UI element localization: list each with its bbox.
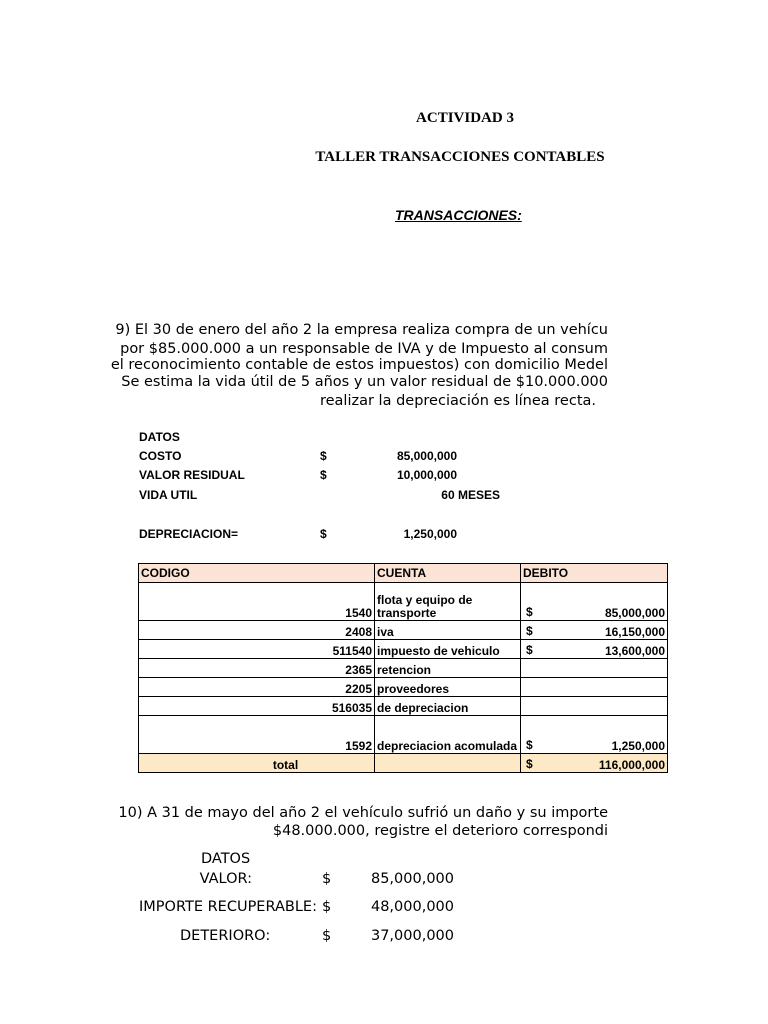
q10-line-1: 10) A 31 de mayo del año 2 el vehículo sufrió un daño y su importe [118,805,608,821]
row-debit [521,697,668,716]
table-row [139,716,668,754]
q9-line-2: por $85.000.000 a un responsable de IVA y de Impuesto al consum [120,341,608,357]
deterioro-currency: $ [322,928,332,944]
row-account: retencion [375,659,521,678]
residual-label: VALOR RESIDUAL [139,468,245,482]
total-row [139,754,668,773]
transactions-heading: TRANSACCIONES: [395,207,522,223]
residual-value: 10,000,000 [396,468,457,482]
header-cuenta: CUENTA [375,564,521,583]
row-code: 2365 [139,659,375,678]
row-account: de depreciacion [375,697,521,716]
importe-recuperable-label: IMPORTE RECUPERABLE: [139,899,317,915]
row-debit-currency: $ [526,738,533,752]
importe-currency: $ [322,899,332,915]
table-row [139,583,668,621]
valor-currency: $ [322,871,332,887]
row-account: proveedores [375,678,521,697]
table-row [139,678,668,697]
row-debit-value: 16,150,000 [604,625,665,639]
journal-table [138,563,668,773]
header-codigo: CODIGO [139,564,375,583]
deterioro-label: DETERIORO: [180,928,271,944]
row-debit [521,678,668,697]
workshop-title: TALLER TRANSACCIONES CONTABLES [315,149,605,165]
row-code: 516035 [139,697,375,716]
deterioro-value: 37,000,000 [370,928,454,944]
row-code: 511540 [139,640,375,659]
costo-value: 85,000,000 [396,449,457,463]
q9-datos-label: DATOS [139,430,180,444]
depreciation-label: DEPRECIACION= [139,527,239,541]
depreciation-currency: $ [320,527,327,541]
row-debit-currency: $ [526,605,533,619]
row-account: depreciacion acomulada [375,716,521,754]
residual-currency: $ [320,468,327,482]
valor-value: 85,000,000 [370,871,454,887]
row-account: impuesto de vehiculo [375,640,521,659]
row-code: 2408 [139,621,375,640]
vida-util-value: 60 MESES [441,488,500,502]
row-debit [521,659,668,678]
header-debito: DEBITO [521,564,668,583]
q9-line-4: Se estima la vida útil de 5 años y un valor residual de $10.000.000 [121,374,608,390]
depreciation-value: 1,250,000 [403,527,457,541]
costo-label: COSTO [139,449,182,463]
row-debit-value: 13,600,000 [604,644,665,658]
row-debit [521,583,668,621]
row-debit-currency: $ [526,643,533,657]
q9-line-1: 9) El 30 de enero del año 2 la empresa realiza compra de un vehícu [115,322,608,338]
row-account-line-2: transporte [377,606,437,620]
row-code: 1592 [139,716,375,754]
q10-datos-label: DATOS [201,851,251,867]
valor-label: VALOR: [199,871,252,887]
row-debit-value: 1,250,000 [611,739,665,753]
total-value: 116,000,000 [598,758,665,772]
row-debit [521,716,668,754]
row-debit [521,621,668,640]
costo-currency: $ [320,449,327,463]
q10-line-2: $48.000.000, registre el deterioro correspondi [272,823,608,839]
row-debit-value: 85,000,000 [604,606,665,620]
row-account [375,583,521,621]
total-account-empty [375,754,521,773]
table-row [139,697,668,716]
q9-line-5: realizar la depreciación es línea recta. [319,393,596,409]
table-header-row [139,564,668,583]
row-code: 1540 [139,583,375,621]
activity-title: ACTIVIDAD 3 [416,110,514,126]
row-account-line-1: flota y equipo de [377,593,473,607]
vida-util-label: VIDA UTIL [139,488,198,502]
total-currency: $ [526,757,533,771]
row-debit [521,640,668,659]
table-row [139,621,668,640]
table-row [139,659,668,678]
row-account: iva [375,621,521,640]
q9-line-3: el reconocimiento contable de estos impuestos) con domicilio Medel [110,357,608,373]
importe-value: 48,000,000 [370,899,454,915]
row-debit-currency: $ [526,624,533,638]
total-label: total [139,754,375,773]
table-row [139,640,668,659]
row-code: 2205 [139,678,375,697]
total-debit [521,754,668,773]
